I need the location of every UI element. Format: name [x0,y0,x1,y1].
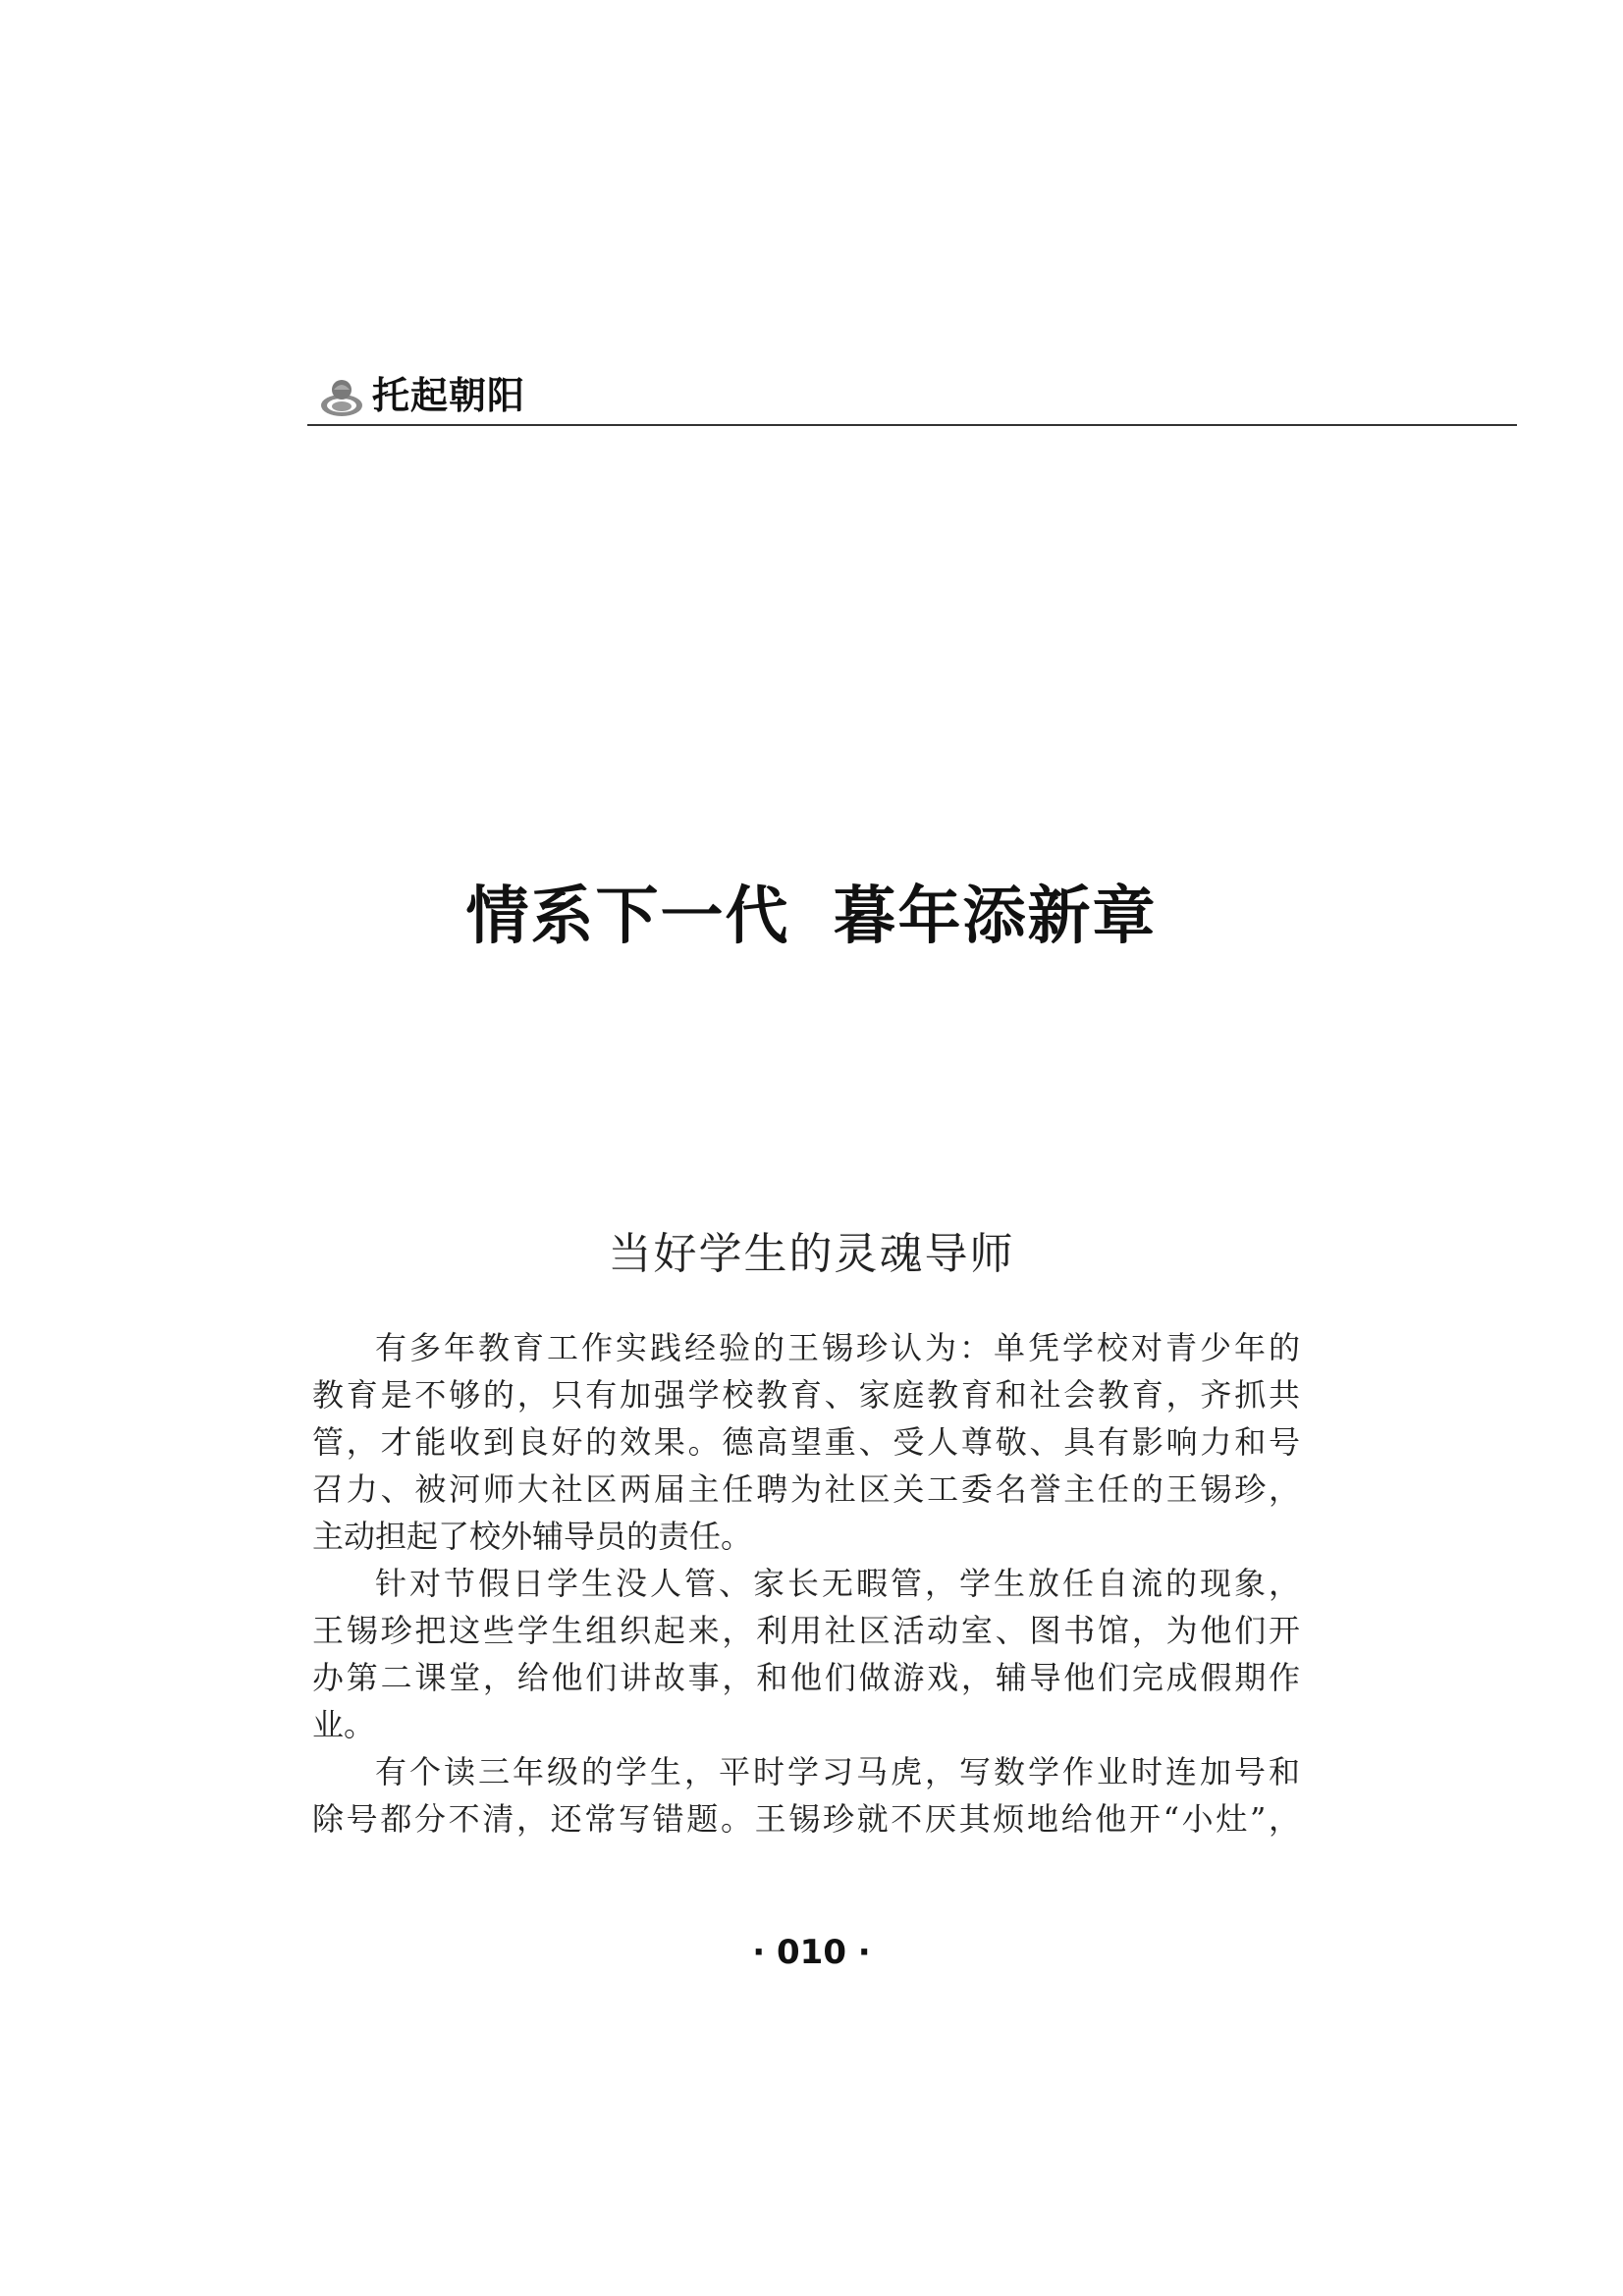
lotus-emblem-icon [320,376,363,419]
paragraph [312,1324,1300,1560]
text-line: 管，才能收到良好的效果。德高望重、受人尊敬、具有影响力和号 [312,1423,1300,1461]
paragraph [312,1560,1300,1748]
text-line: 召力、被河师大社区两届主任聘为社区关工委名誉主任的王锡珍， [312,1470,1300,1508]
text-line: 主动担起了校外辅导员的责任。 [312,1518,753,1555]
text-line: 办第二课堂，给他们讲故事，和他们做游戏，辅导他们完成假期作 [312,1659,1300,1696]
text-line: 除号都分不清，还常写错题。王锡珍就不厌其烦地给他开“小灶”， [312,1800,1300,1838]
text-line: 有个读三年级的学生，平时学习马虎，写数学作业时连加号和 [375,1753,1300,1790]
section-title: 当好学生的灵魂导师 [608,1229,1015,1279]
text-line: 业。 [312,1706,376,1743]
header-divider [307,424,1517,426]
running-header [307,371,1517,426]
chapter-title [0,876,1623,958]
body-text [312,1324,1300,1842]
text-line: 针对节假日学生没人管、家长无暇管，学生放任自流的现象， [375,1565,1300,1602]
page-number: · 010 · [752,1933,871,1972]
text-line: 有多年教育工作实践经验的王锡珍认为：单凭学校对青少年的 [375,1329,1300,1366]
text-line: 教育是不够的，只有加强学校教育、家庭教育和社会教育，齐抓共 [312,1376,1300,1414]
chapter-title-part1: 情系下一代 [465,880,790,953]
text-line: 王锡珍把这些学生组织起来，利用社区活动室、图书馆，为他们开 [312,1612,1300,1649]
paragraph [312,1748,1300,1842]
chapter-title-part2: 暮年添新章 [833,880,1158,953]
header-title: 托起朝阳 [372,373,526,417]
